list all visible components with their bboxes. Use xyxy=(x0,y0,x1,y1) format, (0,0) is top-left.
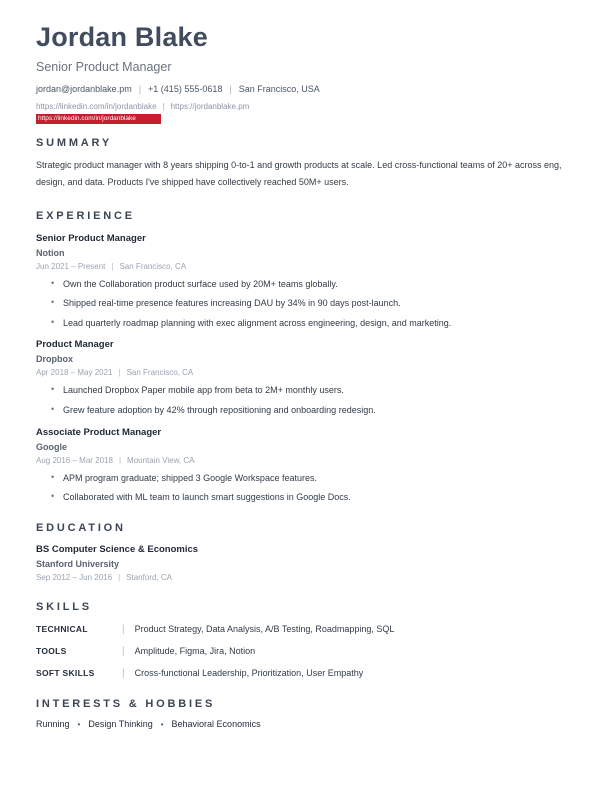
skill-label: TOOLS xyxy=(36,645,67,656)
contact-location: San Francisco, USA xyxy=(238,84,320,95)
person-title: Senior Product Manager xyxy=(36,60,172,75)
job-bullets xyxy=(36,385,576,415)
education-section xyxy=(36,522,576,582)
job-title: Senior Product Manager xyxy=(36,233,146,245)
job-location: Mountain View, CA xyxy=(127,455,195,465)
interests-section xyxy=(36,698,576,729)
job-bullets xyxy=(36,279,576,328)
bullet-item: • Launched Dropbox Paper mobile app from beta to 2M+ monthly users. xyxy=(36,385,576,396)
bullet-item: • Collaborated with ML team to launch smart suggestions in Google Docs. xyxy=(36,492,576,503)
job-dates: Aug 2016 – Mar 2018 xyxy=(36,455,113,465)
experience-section xyxy=(36,210,576,503)
resume-header xyxy=(36,22,576,124)
skills-heading: SKILLS xyxy=(36,600,92,613)
job-location: San Francisco, CA xyxy=(126,368,194,378)
skills-section xyxy=(36,601,576,679)
interests-heading: INTERESTS & HOBBIES xyxy=(36,697,216,710)
interest-item: Design Thinking xyxy=(88,718,153,729)
person-name: Jordan Blake xyxy=(36,22,208,52)
dot-separator: • xyxy=(77,719,81,729)
bullet-item: • Grew feature adoption by 42% through repositioning and onboarding redesign. xyxy=(36,405,576,416)
job-title: Product Manager xyxy=(36,339,114,351)
education-dates: Sep 2012 – Jun 2016 xyxy=(36,572,113,582)
linkedin-link[interactable]: https://linkedin.com/in/jordanblake xyxy=(36,102,157,112)
skill-row xyxy=(36,668,576,679)
job-entry xyxy=(36,339,576,415)
job-title: Associate Product Manager xyxy=(36,426,162,438)
job-company: Google xyxy=(36,441,67,452)
job-company: Notion xyxy=(36,248,65,259)
dot-separator: • xyxy=(160,719,164,729)
pipe-separator: | xyxy=(118,572,121,582)
pipe-separator: | xyxy=(138,84,142,95)
education-heading: EDUCATION xyxy=(36,521,126,534)
education-meta xyxy=(36,573,576,582)
pipe-separator: | xyxy=(229,84,232,95)
job-entry xyxy=(36,233,576,328)
job-location: San Francisco, CA xyxy=(119,262,187,272)
skill-divider: | xyxy=(122,667,125,679)
website-link[interactable]: https://jordanblake.pm xyxy=(170,102,250,112)
skill-label: TECHNICAL xyxy=(36,623,88,634)
job-meta xyxy=(36,456,576,465)
pipe-separator: | xyxy=(118,455,122,465)
education-location: Stanford, CA xyxy=(126,572,172,582)
contact-email: jordan@jordanblake.pm xyxy=(36,84,132,95)
interest-item: Behavioral Economics xyxy=(171,718,261,729)
skill-row xyxy=(36,624,576,635)
bullet-item: • Own the Collaboration product surface used by 20M+ teams globally. xyxy=(36,279,576,290)
summary-heading: SUMMARY xyxy=(36,137,113,150)
job-dates: Apr 2018 – May 2021 xyxy=(36,368,113,378)
pipe-separator: | xyxy=(162,102,165,112)
job-entry xyxy=(36,427,576,503)
interests-list xyxy=(36,719,576,729)
skill-value: Amplitude, Figma, Jira, Notion xyxy=(134,645,256,656)
linkedin-link-annotation[interactable]: https://linkedin.com/in/jordanblake xyxy=(36,114,161,124)
contact-phone: +1 (415) 555-0618 xyxy=(148,84,223,95)
links-line xyxy=(36,102,576,111)
bullet-item: • APM program graduate; shipped 3 Google Workspace features. xyxy=(36,473,576,484)
summary-section xyxy=(36,137,576,191)
pipe-separator: | xyxy=(111,262,114,272)
pipe-separator: | xyxy=(118,368,121,378)
skill-divider: | xyxy=(122,645,125,657)
experience-heading: EXPERIENCE xyxy=(36,210,135,223)
skill-row xyxy=(36,646,576,657)
contact-line xyxy=(36,84,576,94)
skill-value: Cross-functional Leadership, Prioritization, User Empathy xyxy=(134,667,364,678)
skill-value: Product Strategy, Data Analysis, A/B Testing, Roadmapping, SQL xyxy=(134,623,395,634)
job-meta xyxy=(36,262,576,271)
school: Stanford University xyxy=(36,558,120,569)
degree: BS Computer Science & Economics xyxy=(36,543,199,555)
skill-divider: | xyxy=(122,623,125,635)
job-meta xyxy=(36,368,576,377)
job-company: Dropbox xyxy=(36,354,73,365)
job-dates: Jun 2021 – Present xyxy=(36,262,106,272)
job-bullets xyxy=(36,473,576,503)
bullet-item: • Shipped real-time presence features increasing DAU by 34% in 90 days post-launch. xyxy=(36,298,576,309)
skill-label: SOFT SKILLS xyxy=(36,667,95,678)
bullet-item: • Lead quarterly roadmap planning with exec alignment across engineering, design, and marketing. xyxy=(36,318,576,329)
interest-item: Running xyxy=(36,718,70,729)
summary-text: Strategic product manager with 8 years shipping 0-to-1 and growth products at scale. Led cross-functional teams of 20+ across eng, design, and data. Products I've shipped have collectively reached 50M+ users. xyxy=(36,160,562,188)
